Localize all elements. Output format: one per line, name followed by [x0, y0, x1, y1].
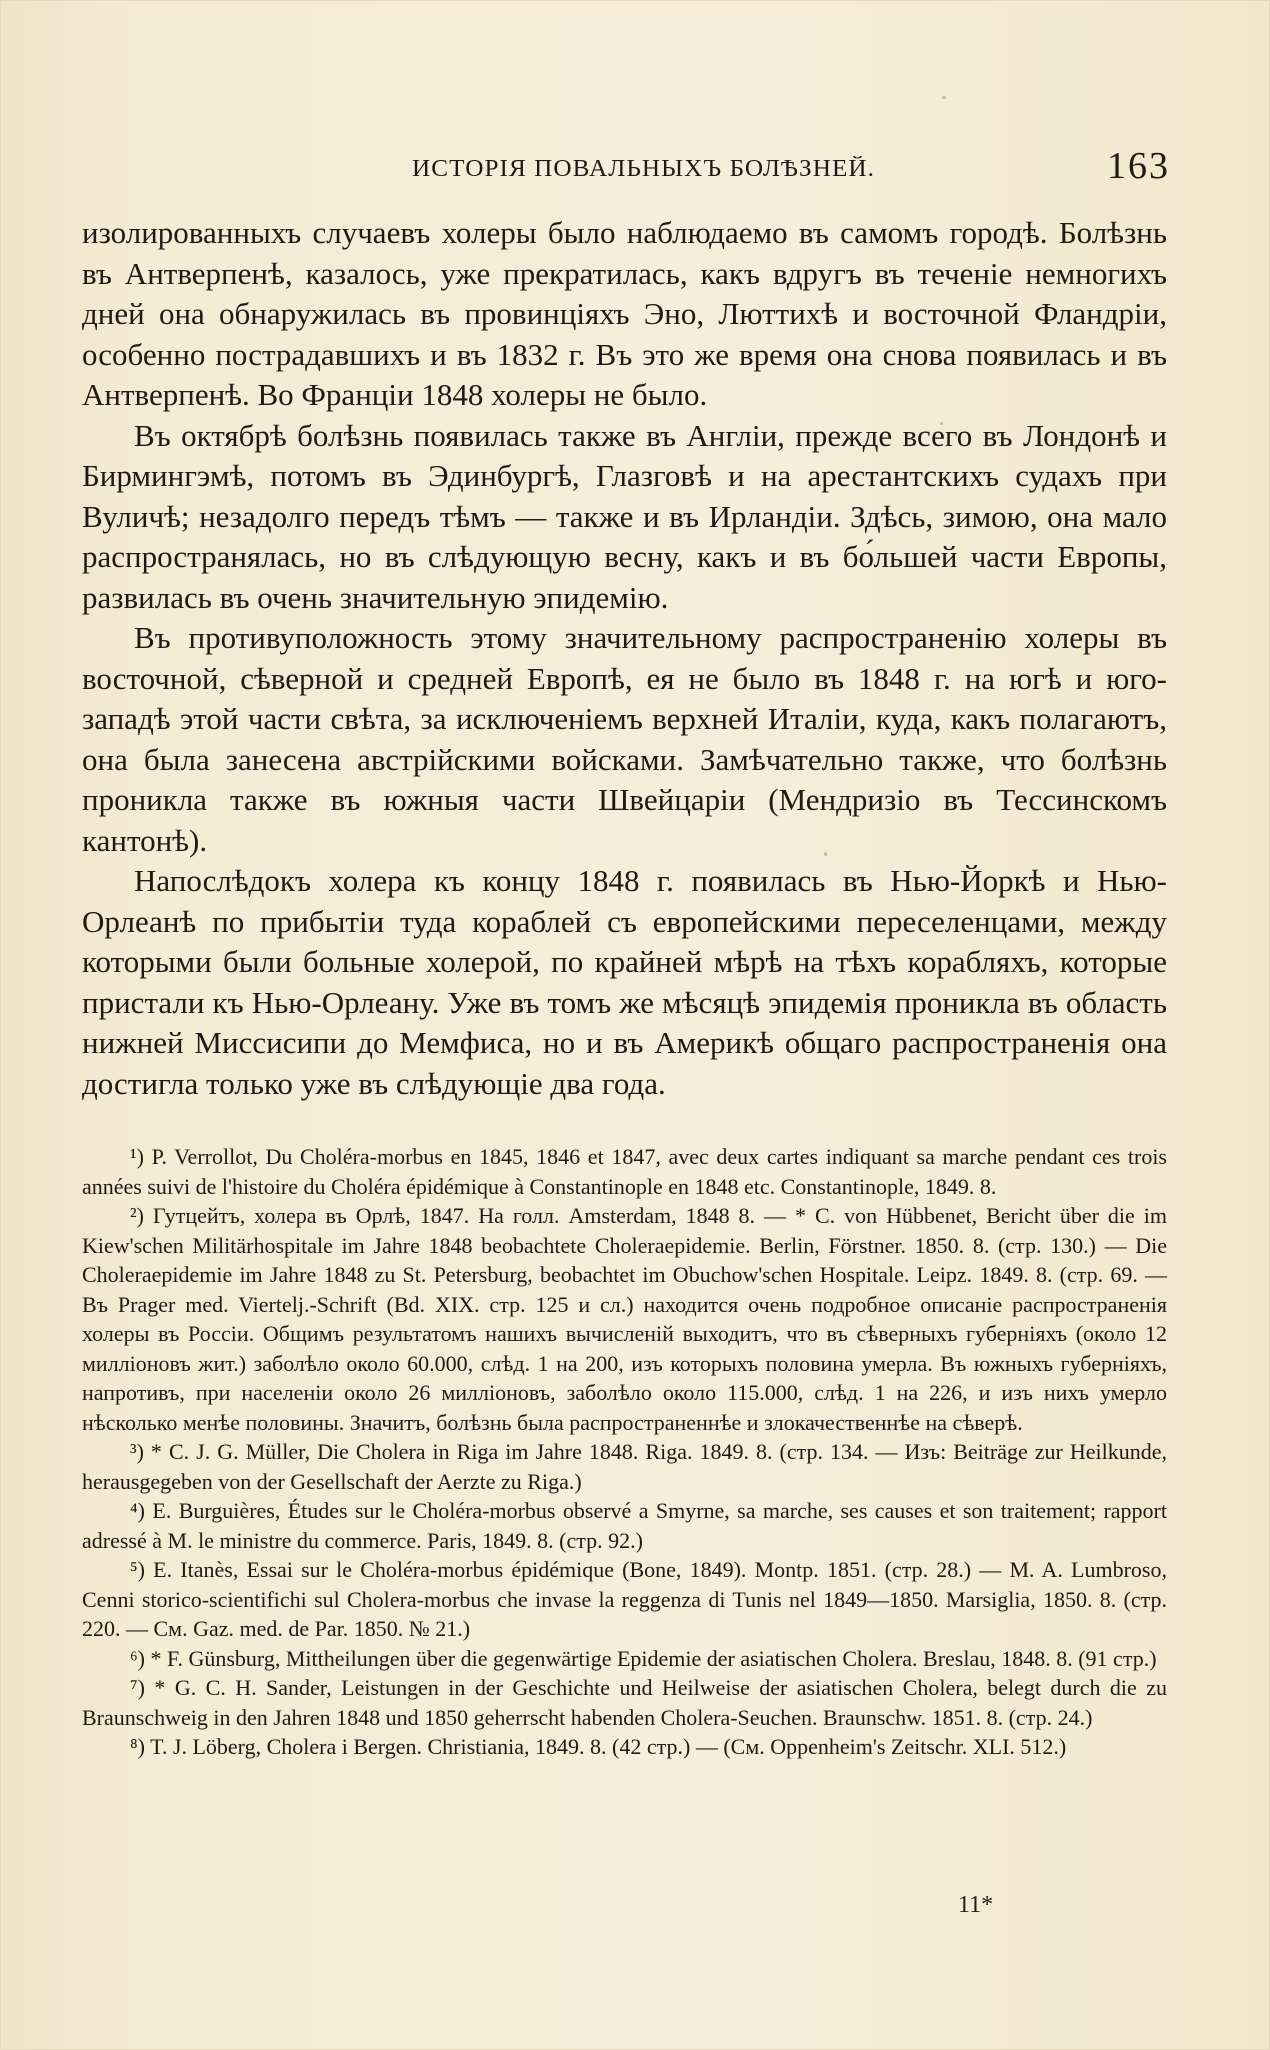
ink-speck — [824, 852, 827, 856]
footnote: ⁶) * F. Günsburg, Mittheilungen über die gegenwärtige Epidemie der asiatischen Cholera. Breslau, 1848. 8. (91 стр.) — [130, 1645, 1157, 1671]
paragraph: Въ октябрѣ болѣзнь появилась также въ Англіи, прежде всего въ Лондонѣ и Бирмингэмѣ, потомъ въ Эдинбургѣ, Глазговѣ и на арестантскихъ судахъ при Вуличѣ; незадолго передъ тѣмъ — также и въ Ирландіи. Здѣсь, зимою, она мало распространялась, но въ слѣдующую весну, какъ и въ бо́льшей части Европы, развилась въ очень значительную эпидемію. — [82, 417, 1167, 615]
footnote: ²) Гутцейтъ, холера въ Орлѣ, 1847. На голл. Amsterdam, 1848 8. — * C. von Hübbenet, Bericht über die im Kiew'schen Militärhospitale im Jahre 1848 beobachtete Choleraepidemie. Berlin, Förstner. 1850. 8. (стр. 130.) — Die Choleraepidemie im Jahre 1848 zu St. Petersburg, beobachtet im Obuchow'schen Hospitale. Leipz. 1849. 8. (стр. 69. — Въ Prager med. Viertelj.-Schrift (Bd. XIX. стр. 125 и сл.) находится очень подробное описаніе распространенія холеры въ Россіи. Общимъ результатомъ нашихъ вычисленій выходитъ, что въ сѣверныхъ губерніяхъ (около 12 милліоновъ жит.) заболѣло около 60.000, слѣд. 1 на 200, изъ которыхъ половина умерла. Въ южныхъ губерніяхъ, напротивъ, при населеніи около 26 милліоновъ, заболѣло около 115.000, слѣд. 1 на 226, и изъ нихъ умерло нѣсколько менѣе половины. Значитъ, болѣзнь была распространеннѣе и злокачественнѣе на сѣверѣ. — [82, 1203, 1167, 1435]
footnotes — [82, 1142, 1167, 1762]
footnote: ⁸) T. J. Löberg, Cholera i Bergen. Christiania, 1849. 8. (42 стр.) — (См. Oppenheim's Zeitschr. XLI. 512.) — [130, 1734, 1067, 1759]
footnote: ⁴) E. Burguières, Études sur le Choléra-morbus observé a Smyrne, sa marche, ses causes et son traitement; rapport adressé à M. le ministre du commerce. Paris, 1849. 8. (стр. 92.) — [82, 1498, 1167, 1553]
footnote: ³) * C. J. G. Müller, Die Cholera in Riga im Jahre 1848. Riga. 1849. 8. (стр. 134. — Изъ: Beiträge zur Heilkunde, herausgegeben von der Gesellschaft der Aerzte zu Riga.) — [82, 1439, 1167, 1494]
main-text — [82, 213, 1167, 1104]
footnote: ⁷) * G. C. H. Sander, Leistungen in der Geschichte und Heilweise der asiatischen Cholera, belegt durch die zu Braunschweig in den Jahren 1848 und 1850 geherrscht habenden Cholera-Seuchen. Braunschw. 1851. 8. (стр. 24.) — [82, 1675, 1167, 1730]
running-title: ИСТОРІЯ ПОВАЛЬНЫХЪ БОЛѢЗНЕЙ. — [412, 156, 875, 182]
footnote: ⁵) E. Itanès, Essai sur le Choléra-morbus épidémique (Bone, 1849). Montp. 1851. (стр. 28.) — M. A. Lumbroso, Cenni storico-scientifichi sul Cholera-morbus che invase la reggenza di Tunis nel 1849—1850. Marsiglia, 1850. 8. (стр. 220. — См. Gaz. med. de Par. 1850. № 21.) — [82, 1557, 1167, 1641]
page-number: 163 — [1107, 145, 1170, 187]
paragraph: изолированныхъ случаевъ холеры было наблюдаемо въ самомъ городѣ. Болѣзнь въ Антверпенѣ, казалось, уже прекратилась, какъ вдругъ въ теченіе немногихъ дней она обнаружилась въ провинціяхъ Эно, Люттихѣ и восточной Фландріи, особенно пострадавшихъ и въ 1832 г. Въ это же время она снова появилась и въ Антверпенѣ. Во Франціи 1848 холеры не было. — [82, 215, 1167, 412]
signature-mark: 11* — [958, 1892, 994, 1918]
ink-speck — [940, 422, 943, 425]
page-header — [80, 145, 1170, 196]
paragraph: Въ противуположность этому значительному распространенію холеры въ восточной, сѣверной и средней Европѣ, ея не было въ 1848 г. на югѣ и юго-западѣ этой части свѣта, за исключеніемъ верхней Италіи, куда, какъ полагаютъ, она была занесена австрійскими войсками. Замѣчательно также, что болѣзнь проникла также въ южныя части Швейцаріи (Мендризіо въ Тессинскомъ кантонѣ). — [82, 620, 1167, 858]
ink-speck — [942, 96, 946, 99]
paragraph: Напослѣдокъ холера къ концу 1848 г. появилась въ Нью-Йоркѣ и Нью-Орлеанѣ по прибытіи туда кораблей съ европейскими переселенцами, между которыми были больные холерой, по крайней мѣрѣ на тѣхъ корабляхъ, которые пристали къ Нью-Орлеану. Уже въ томъ же мѣсяцѣ эпидемія проникла въ область нижней Миссисипи до Мемфиса, но и въ Америкѣ общаго распространенія она достигла только уже въ слѣдующіе два года. — [82, 863, 1167, 1101]
footnote: ¹) P. Verrollot, Du Choléra-morbus en 1845, 1846 et 1847, avec deux cartes indiquant sa marche pendant ces trois années suivi de l'histoire du Choléra épidémique à Constantinople en 1848 etc. Constantinople, 1849. 8. — [82, 1144, 1167, 1199]
